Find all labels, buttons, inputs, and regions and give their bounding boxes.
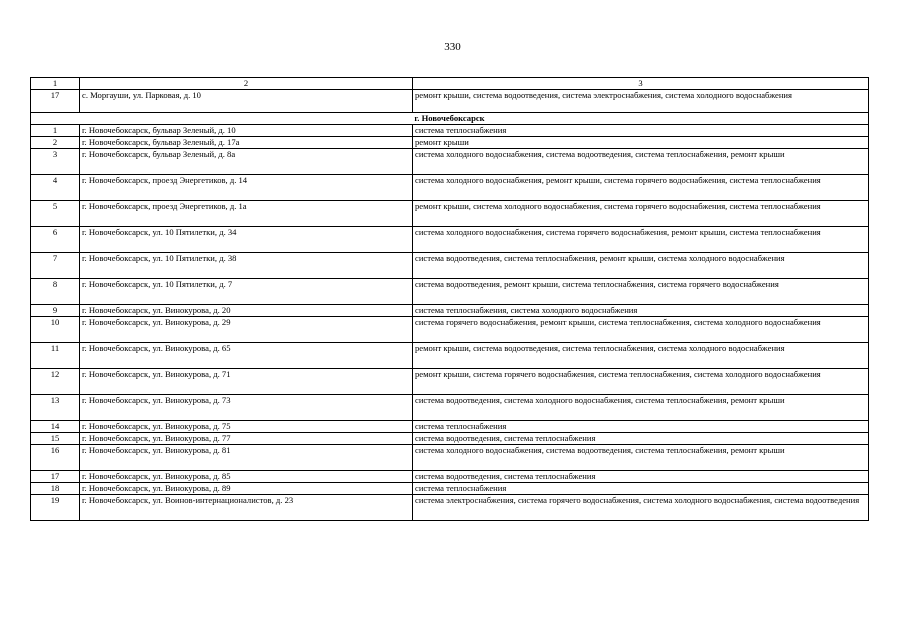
row-address: г. Новочебоксарск, бульвар Зеленый, д. 10 (80, 125, 413, 137)
row-address: г. Новочебоксарск, ул. Винокурова, д. 81 (80, 445, 413, 471)
table-row (31, 201, 869, 227)
section-row (31, 113, 869, 125)
table-row (31, 317, 869, 343)
row-address: г. Новочебоксарск, ул. 10 Пятилетки, д. 7 (80, 279, 413, 305)
row-number: 8 (31, 279, 80, 305)
row-address: г. Новочебоксарск, ул. Воинов-интернационалистов, д. 23 (80, 495, 413, 521)
row-address: г. Новочебоксарск, ул. Винокурова, д. 75 (80, 421, 413, 433)
row-number: 2 (31, 137, 80, 149)
row-address: г. Новочебоксарск, ул. Винокурова, д. 20 (80, 305, 413, 317)
row-works: система теплоснабжения (413, 421, 869, 433)
row-number: 7 (31, 253, 80, 279)
row-number: 11 (31, 343, 80, 369)
table-row (31, 279, 869, 305)
row-address: г. Новочебоксарск, бульвар Зеленый, д. 17а (80, 137, 413, 149)
row-works: ремонт крыши, система водоотведения, система электроснабжения, система холодного водоснабжения (413, 90, 869, 113)
row-works: система холодного водоснабжения, ремонт крыши, система горячего водоснабжения, система теплоснабжения (413, 175, 869, 201)
column-number-row (31, 78, 869, 90)
table-row (31, 433, 869, 445)
table-row (31, 343, 869, 369)
column-header-1: 1 (31, 78, 80, 90)
row-number: 9 (31, 305, 80, 317)
row-number: 17 (31, 471, 80, 483)
row-address: г. Новочебоксарск, проезд Энергетиков, д. 1а (80, 201, 413, 227)
row-address: г. Новочебоксарск, ул. Винокурова, д. 77 (80, 433, 413, 445)
row-works: система холодного водоснабжения, система горячего водоснабжения, ремонт крыши, система теплоснабжения (413, 227, 869, 253)
row-address: г. Новочебоксарск, ул. 10 Пятилетки, д. 34 (80, 227, 413, 253)
row-number: 10 (31, 317, 80, 343)
row-works: система теплоснабжения, система холодного водоснабжения (413, 305, 869, 317)
row-works: система водоотведения, система теплоснабжения (413, 433, 869, 445)
row-number: 6 (31, 227, 80, 253)
row-address: г. Новочебоксарск, ул. Винокурова, д. 73 (80, 395, 413, 421)
table-row (31, 471, 869, 483)
table-row (31, 421, 869, 433)
row-works: ремонт крыши, система холодного водоснабжения, система горячего водоснабжения, система теплоснабжения (413, 201, 869, 227)
row-works: ремонт крыши, система водоотведения, система теплоснабжения, система холодного водоснабжения (413, 343, 869, 369)
table-row (31, 175, 869, 201)
table-body (31, 125, 869, 521)
table-row (31, 445, 869, 471)
row-works: ремонт крыши, система горячего водоснабжения, система теплоснабжения, система холодного водоснабжения (413, 369, 869, 395)
row-works: система водоотведения, система теплоснабжения, ремонт крыши, система холодного водоснабжения (413, 253, 869, 279)
row-works: система теплоснабжения (413, 125, 869, 137)
row-works: система водоотведения, система теплоснабжения (413, 471, 869, 483)
row-works: система водоотведения, система холодного водоснабжения, система теплоснабжения, ремонт крыши (413, 395, 869, 421)
row-number: 4 (31, 175, 80, 201)
row-works: ремонт крыши (413, 137, 869, 149)
row-works: система холодного водоснабжения, система водоотведения, система теплоснабжения, ремонт крыши (413, 445, 869, 471)
row-number: 14 (31, 421, 80, 433)
row-number: 1 (31, 125, 80, 137)
row-number: 15 (31, 433, 80, 445)
row-works: система электроснабжения, система горячего водоснабжения, система холодного водоснабжения, система водоотведения (413, 495, 869, 521)
row-works: система холодного водоснабжения, система водоотведения, система теплоснабжения, ремонт крыши (413, 149, 869, 175)
row-number: 13 (31, 395, 80, 421)
row-works: система горячего водоснабжения, ремонт крыши, система теплоснабжения, система холодного водоснабжения (413, 317, 869, 343)
row-address: г. Новочебоксарск, проезд Энергетиков, д. 14 (80, 175, 413, 201)
row-address: г. Новочебоксарск, ул. Винокурова, д. 65 (80, 343, 413, 369)
row-address: г. Новочебоксарск, бульвар Зеленый, д. 8а (80, 149, 413, 175)
table-row (31, 149, 869, 175)
table-row (31, 395, 869, 421)
table-row (31, 483, 869, 495)
table-row (31, 90, 869, 113)
row-works: система теплоснабжения (413, 483, 869, 495)
row-address: г. Новочебоксарск, ул. Винокурова, д. 89 (80, 483, 413, 495)
column-header-2: 2 (80, 78, 413, 90)
row-address: г. Новочебоксарск, ул. Винокурова, д. 29 (80, 317, 413, 343)
row-address: г. Новочебоксарск, ул. Винокурова, д. 85 (80, 471, 413, 483)
row-works: система водоотведения, ремонт крыши, система теплоснабжения, система горячего водоснабжения (413, 279, 869, 305)
row-number: 12 (31, 369, 80, 395)
column-header-3: 3 (413, 78, 869, 90)
row-address: г. Новочебоксарск, ул. 10 Пятилетки, д. 38 (80, 253, 413, 279)
table-row (31, 137, 869, 149)
table-row (31, 227, 869, 253)
section-title: г. Новочебоксарск (31, 113, 869, 125)
row-address: с. Моргауши, ул. Парковая, д. 10 (80, 90, 413, 113)
row-number: 3 (31, 149, 80, 175)
buildings-table (30, 77, 869, 521)
table-row (31, 369, 869, 395)
table-row (31, 253, 869, 279)
table-row (31, 125, 869, 137)
page-number: 330 (444, 41, 461, 53)
row-number: 5 (31, 201, 80, 227)
row-number: 17 (31, 90, 80, 113)
row-number: 18 (31, 483, 80, 495)
row-address: г. Новочебоксарск, ул. Винокурова, д. 71 (80, 369, 413, 395)
table-row (31, 305, 869, 317)
row-number: 16 (31, 445, 80, 471)
table-row (31, 495, 869, 521)
row-number: 19 (31, 495, 80, 521)
